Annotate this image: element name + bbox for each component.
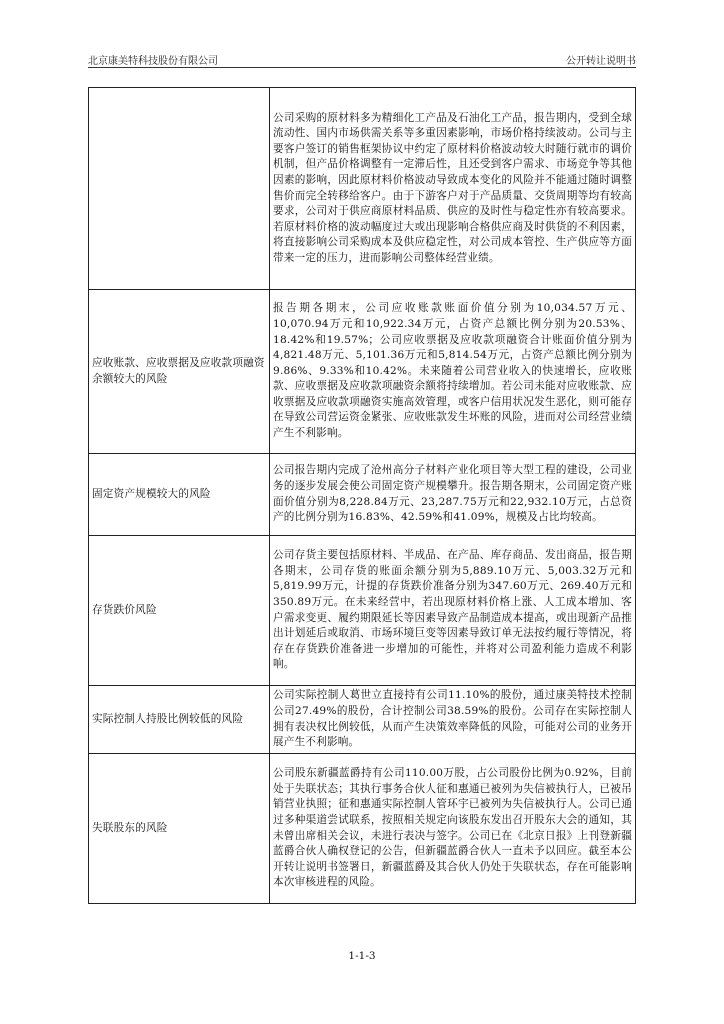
risk-description: 公司报告期内完成了沧州高分子材料产业化项目等大型工程的建设，公司业务的逐步发展会使公司固定资产规模攀升。报告期各期末，公司固定资产账面价值分别为8,228.84万元、23,287.75万元和22,932.10万元，占总资产的比例分别为16.83%、42.59%和41.09%，规模及占比均较高。 <box>270 454 636 536</box>
risk-name: 应收账款、应收票据及应收款项融资余额较大的风险 <box>89 290 270 454</box>
table-row <box>89 754 636 904</box>
risk-name: 存货跌价风险 <box>89 536 270 686</box>
risk-description: 报告期各期末，公司应收账款账面价值分别为10,034.57万元、10,070.94万元和10,922.34万元，占资产总额比例分别为20.53%、18.42%和19.57%；公司应收票据及应收款项融资合计账面价值分别为4,821.48万元、5,101.36万元和5,814.54万元，占资产总额比例分别为9.86%、9.33%和10.42%。未来随着公司营业收入的快速增长，应收账款、应收票据及应收款项融资余额将持续增加。若公司未能对应收账款、应收票据及应收款项融资实施高效管理，或客户信用状况发生恶化，则可能存在导致公司营运资金紧张、应收账款发生坏账的风险，进而对公司经营业绩产生不利影响。 <box>270 290 636 454</box>
document-type: 公开转让说明书 <box>566 56 636 67</box>
risk-name: 失联股东的风险 <box>89 754 270 904</box>
risk-description: 公司存货主要包括原材料、半成品、在产品、库存商品、发出商品，报告期各期末，公司存货的账面余额分别为5,889.10万元、5,003.32万元和5,819.99万元，计提的存货跌价准备分别为347.60万元、269.40万元和350.89万元。在未来经营中，若出现原材料价格上涨、人工成本增加、客户需求变更、履约期限延长等因素导致产品制造成本提高，或出现新产品推出计划延后或取消、市场环境巨变等因素导致订单无法按约履行等情况，将存在存货跌价准备进一步增加的可能性，并将对公司盈利能力造成不利影响。 <box>270 536 636 686</box>
page-header <box>88 52 636 66</box>
header-divider <box>88 67 636 68</box>
risk-description: 公司股东新疆蓝爵持有公司110.00万股，占公司股份比例为0.92%，目前处于失联状态；其执行事务合伙人征和惠通已被列为失信被执行人，已被吊销营业执照；征和惠通实际控制人管环宇已被列为失信被执行人。公司已通过多种渠道尝试联系，按照相关规定向该股东发出召开股东大会的通知，其未曾出席相关会议，未进行表决与签字。公司已在《北京日报》上刊登新疆蓝爵合伙人确权登记的公告，但新疆蓝爵合伙人一直未予以回应。截至本公开转让说明书签署日，新疆蓝爵及其合伙人仍处于失联状态，存在可能影响本次审核进程的风险。 <box>270 754 636 904</box>
table-row <box>89 686 636 754</box>
page-number: 1-1-3 <box>348 950 376 962</box>
company-name: 北京康美特科技股份有限公司 <box>88 56 218 67</box>
risk-table <box>88 87 636 904</box>
table-row <box>89 290 636 454</box>
risk-name: 实际控制人持股比例较低的风险 <box>89 686 270 754</box>
risk-description: 公司实际控制人葛世立直接持有公司11.10%的股份，通过康美特技术控制公司27.49%的股份，合计控制公司38.59%的股份。公司存在实际控制人拥有表决权比例较低，从而产生决策效率降低的风险，可能对公司的业务开展产生不利影响。 <box>270 686 636 754</box>
risk-name: 固定资产规模较大的风险 <box>89 454 270 536</box>
table-row <box>89 454 636 536</box>
table-row <box>89 88 636 290</box>
risk-name <box>89 88 270 290</box>
risk-description: 公司采购的原材料多为精细化工产品及石油化工产品，报告期内，受到全球流动性、国内市场供需关系等多重因素影响，市场价格持续波动。公司与主要客户签订的销售框架协议中约定了原材料价格波动较大时随行就市的调价机制，但产品价格调整有一定滞后性，且还受到客户需求、市场竞争等其他因素的影响，因此原材料价格波动导致成本变化的风险并不能通过随时调整售价而完全转移给客户。由于下游客户对于产品质量、交货周期等均有较高要求，公司对于供应商原材料品质、供应的及时性与稳定性亦有较高要求。若原材料价格的波动幅度过大或出现影响合格供应商及时供货的不利因素，将直接影响公司采购成本及供应稳定性，对公司成本管控、生产供应等方面带来一定的压力，进而影响公司整体经营业绩。 <box>270 88 636 290</box>
table-row <box>89 536 636 686</box>
